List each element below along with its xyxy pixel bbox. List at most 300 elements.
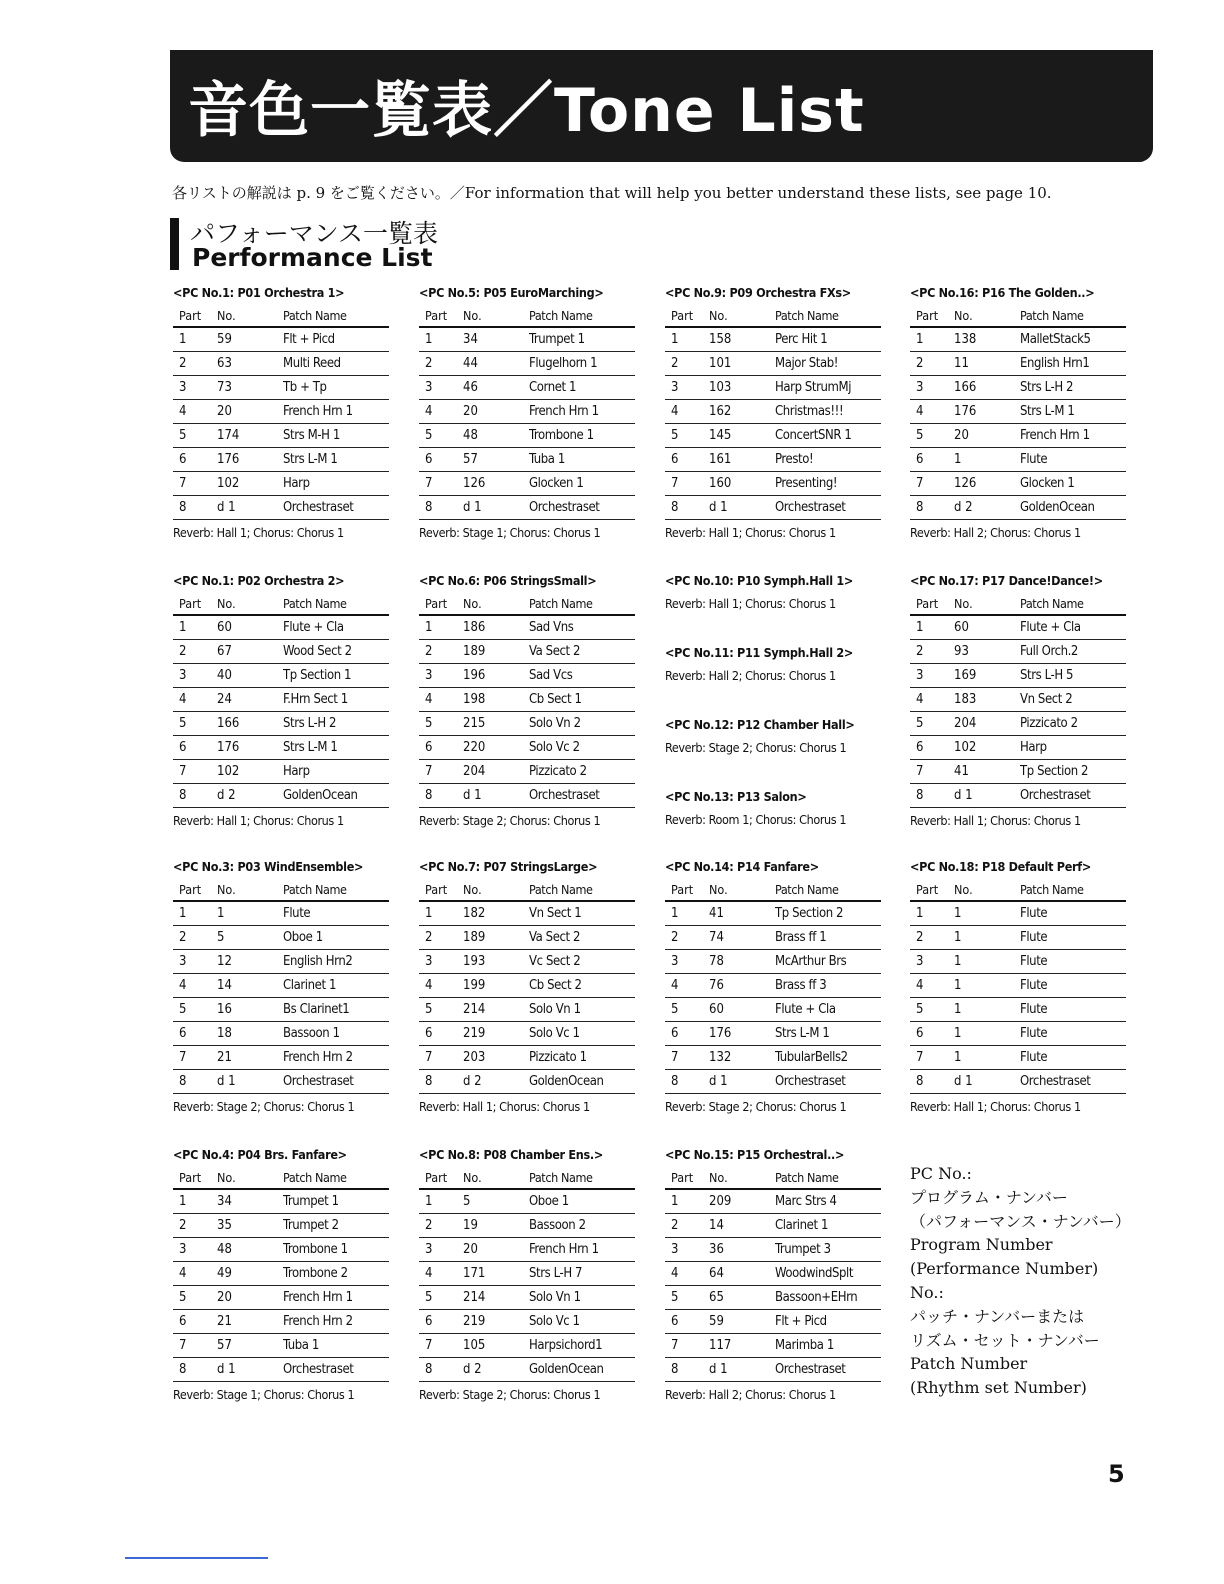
cell-patch-name: Bassoon 1 xyxy=(283,1026,340,1041)
table-row xyxy=(173,640,389,664)
table-row xyxy=(419,688,635,712)
cell-part: 6 xyxy=(671,1026,679,1041)
cell-part: 3 xyxy=(179,1242,187,1257)
table-row xyxy=(910,712,1126,736)
cell-patch-name: Strs L-M 1 xyxy=(775,1026,830,1041)
table-row xyxy=(910,998,1126,1022)
table-row xyxy=(173,1070,389,1094)
cell-no: 176 xyxy=(709,1026,732,1041)
table-row xyxy=(910,736,1126,760)
header-patch-name: Patch Name xyxy=(529,881,593,897)
cell-part: 6 xyxy=(179,740,187,755)
header-no: No. xyxy=(954,307,973,323)
patch-table xyxy=(173,282,389,546)
cell-no: 41 xyxy=(709,906,724,921)
cell-no: 162 xyxy=(709,404,732,419)
reverb-setting: Reverb: Stage 2; Chorus: Chorus 1 xyxy=(419,813,601,828)
cell-part: 2 xyxy=(425,644,433,659)
table-header xyxy=(173,1166,389,1190)
cell-patch-name: Sad Vns xyxy=(529,620,574,635)
cell-patch-name: Orchestraset xyxy=(529,500,600,515)
table-title: <PC No.18: P18 Default Perf> xyxy=(910,859,1092,874)
table-header xyxy=(419,1166,635,1190)
cell-part: 5 xyxy=(671,1002,679,1017)
cell-no: 64 xyxy=(709,1266,724,1281)
entry-title: <PC No.10: P10 Symph.Hall 1> xyxy=(665,573,854,588)
cell-part: 4 xyxy=(916,404,924,419)
reverb-setting: Reverb: Hall 1; Chorus: Chorus 1 xyxy=(665,525,836,540)
cell-no: 21 xyxy=(217,1314,232,1329)
cell-no: 204 xyxy=(954,716,977,731)
cell-patch-name: Clarinet 1 xyxy=(283,978,336,993)
cell-part: 8 xyxy=(916,500,924,515)
cell-part: 2 xyxy=(671,930,679,945)
table-row xyxy=(419,664,635,688)
table-row xyxy=(910,1046,1126,1070)
cell-patch-name: GoldenOcean xyxy=(1020,500,1095,515)
header-part: Part xyxy=(425,881,448,897)
cell-patch-name: Trombone 1 xyxy=(529,428,594,443)
cell-patch-name: Wood Sect 2 xyxy=(283,644,352,659)
table-row xyxy=(419,328,635,352)
table-title: <PC No.3: P03 WindEnsemble> xyxy=(173,859,364,874)
cell-patch-name: Orchestraset xyxy=(775,500,846,515)
cell-patch-name: Flute xyxy=(1020,452,1048,467)
reverb-setting: Reverb: Stage 1; Chorus: Chorus 1 xyxy=(419,525,601,540)
table-title: <PC No.15: P15 Orchestral..> xyxy=(665,1147,845,1162)
header-part: Part xyxy=(671,881,694,897)
reverb-only-entry xyxy=(665,642,881,688)
cell-part: 7 xyxy=(916,476,924,491)
cell-no: 34 xyxy=(217,1194,232,1209)
cell-part: 6 xyxy=(425,740,433,755)
cell-part: 7 xyxy=(179,1338,187,1353)
cell-part: 2 xyxy=(179,644,187,659)
cell-no: 35 xyxy=(217,1218,232,1233)
patch-table xyxy=(173,856,389,1120)
cell-part: 1 xyxy=(179,332,187,347)
patch-table xyxy=(665,1144,881,1408)
cell-part: 4 xyxy=(916,692,924,707)
cell-patch-name: French Hrn 1 xyxy=(283,404,353,419)
cell-patch-name: Solo Vn 1 xyxy=(529,1290,581,1305)
cell-part: 7 xyxy=(671,1050,679,1065)
header-no: No. xyxy=(709,307,728,323)
cell-patch-name: Trumpet 3 xyxy=(775,1242,831,1257)
cell-part: 1 xyxy=(671,1194,679,1209)
reverb-setting: Reverb: Hall 1; Chorus: Chorus 1 xyxy=(910,1099,1081,1114)
entry-title: <PC No.13: P13 Salon> xyxy=(665,789,807,804)
cell-part: 5 xyxy=(425,716,433,731)
cell-part: 4 xyxy=(179,404,187,419)
header-no: No. xyxy=(709,881,728,897)
table-header xyxy=(173,592,389,616)
cell-part: 4 xyxy=(425,404,433,419)
header-part: Part xyxy=(179,1169,202,1185)
header-part: Part xyxy=(671,307,694,323)
reference-note: 各リストの解説は p. 9 をご覧ください。／For information that will help you better understand these lists, see page 10. xyxy=(172,184,1052,202)
cell-no: 34 xyxy=(463,332,478,347)
cell-patch-name: Harp xyxy=(1020,740,1047,755)
table-row xyxy=(173,926,389,950)
cell-no: 199 xyxy=(463,978,486,993)
table-title: <PC No.16: P16 The Golden..> xyxy=(910,285,1095,300)
cell-part: 8 xyxy=(425,500,433,515)
cell-no: 204 xyxy=(463,764,486,779)
table-row xyxy=(419,1310,635,1334)
cell-no: 193 xyxy=(463,954,486,969)
cell-patch-name: Vc Sect 2 xyxy=(529,954,581,969)
cell-part: 4 xyxy=(671,1266,679,1281)
cell-part: 4 xyxy=(425,1266,433,1281)
cell-no: 76 xyxy=(709,978,724,993)
header-no: No. xyxy=(954,595,973,611)
table-row xyxy=(173,1358,389,1382)
cell-patch-name: Pizzicato 2 xyxy=(1020,716,1078,731)
cell-patch-name: GoldenOcean xyxy=(529,1074,604,1089)
cell-patch-name: Tuba 1 xyxy=(283,1338,319,1353)
table-row xyxy=(173,1046,389,1070)
cell-part: 6 xyxy=(671,1314,679,1329)
table-header xyxy=(173,878,389,902)
cell-patch-name: Orchestraset xyxy=(283,1074,354,1089)
header-no: No. xyxy=(463,1169,482,1185)
cell-no: 1 xyxy=(954,930,962,945)
cell-patch-name: French Hrn 2 xyxy=(283,1314,353,1329)
cell-no: 189 xyxy=(463,644,486,659)
cell-part: 3 xyxy=(671,954,679,969)
table-row xyxy=(665,926,881,950)
cell-part: 1 xyxy=(179,1194,187,1209)
legend-line: プログラム・ナンバー xyxy=(910,1187,1068,1207)
cell-no: 20 xyxy=(217,404,232,419)
table-row xyxy=(665,1214,881,1238)
cell-no: 214 xyxy=(463,1290,486,1305)
cell-part: 1 xyxy=(425,620,433,635)
table-row xyxy=(419,1262,635,1286)
cell-part: 3 xyxy=(425,954,433,969)
cell-patch-name: Bs Clarinet1 xyxy=(283,1002,350,1017)
table-row xyxy=(173,950,389,974)
patch-table xyxy=(419,570,635,834)
table-row xyxy=(419,1334,635,1358)
table-row xyxy=(173,736,389,760)
cell-part: 7 xyxy=(425,476,433,491)
cell-patch-name: Multi Reed xyxy=(283,356,341,371)
table-row xyxy=(173,1190,389,1214)
table-row xyxy=(419,376,635,400)
table-row xyxy=(665,448,881,472)
table-row xyxy=(910,448,1126,472)
cell-part: 8 xyxy=(671,1074,679,1089)
cell-part: 3 xyxy=(425,380,433,395)
cell-part: 6 xyxy=(916,740,924,755)
cell-no: 41 xyxy=(954,764,969,779)
table-row xyxy=(665,472,881,496)
cell-patch-name: GoldenOcean xyxy=(529,1362,604,1377)
cell-no: 63 xyxy=(217,356,232,371)
cell-patch-name: Presto! xyxy=(775,452,814,467)
table-row xyxy=(173,424,389,448)
cell-no: d 1 xyxy=(709,500,728,515)
cell-patch-name: Trumpet 1 xyxy=(529,332,585,347)
table-row xyxy=(419,1190,635,1214)
cell-no: 1 xyxy=(954,1050,962,1065)
cell-no: 48 xyxy=(463,428,478,443)
table-row xyxy=(665,1358,881,1382)
legend-line: (Performance Number) xyxy=(910,1259,1099,1279)
cell-part: 1 xyxy=(179,620,187,635)
cell-no: 18 xyxy=(217,1026,232,1041)
cell-no: 117 xyxy=(709,1338,732,1353)
cell-part: 1 xyxy=(916,906,924,921)
cell-part: 6 xyxy=(916,452,924,467)
cell-part: 5 xyxy=(916,428,924,443)
cell-no: 73 xyxy=(217,380,232,395)
cell-patch-name: Bassoon+EHrn xyxy=(775,1290,858,1305)
cell-part: 4 xyxy=(179,1266,187,1281)
table-row xyxy=(419,950,635,974)
table-row xyxy=(173,616,389,640)
cell-no: 215 xyxy=(463,716,486,731)
cell-no: 145 xyxy=(709,428,732,443)
cell-no: 103 xyxy=(709,380,732,395)
cell-patch-name: Flute xyxy=(1020,1050,1048,1065)
table-header xyxy=(419,304,635,328)
table-row xyxy=(665,400,881,424)
cell-patch-name: WoodwindSplt xyxy=(775,1266,854,1281)
reverb-setting: Reverb: Stage 2; Chorus: Chorus 1 xyxy=(665,1099,847,1114)
header-no: No. xyxy=(463,307,482,323)
cell-patch-name: Orchestraset xyxy=(283,500,354,515)
table-row xyxy=(665,902,881,926)
cell-patch-name: French Hrn 2 xyxy=(283,1050,353,1065)
header-no: No. xyxy=(217,881,236,897)
cell-part: 8 xyxy=(671,500,679,515)
cell-no: 214 xyxy=(463,1002,486,1017)
table-header xyxy=(665,304,881,328)
cell-no: d 2 xyxy=(954,500,973,515)
table-row xyxy=(419,424,635,448)
cell-part: 7 xyxy=(179,1050,187,1065)
cell-patch-name: Strs L-M 1 xyxy=(283,452,338,467)
cell-patch-name: Brass ff 3 xyxy=(775,978,827,993)
cell-patch-name: English Hrn1 xyxy=(1020,356,1090,371)
cell-part: 7 xyxy=(425,764,433,779)
cell-patch-name: Strs L-H 7 xyxy=(529,1266,583,1281)
reverb-setting: Reverb: Stage 2; Chorus: Chorus 1 xyxy=(665,740,847,755)
cell-no: 176 xyxy=(217,740,240,755)
cell-no: 196 xyxy=(463,668,486,683)
reverb-only-entry xyxy=(665,570,881,616)
cell-part: 2 xyxy=(916,930,924,945)
reverb-setting: Reverb: Stage 2; Chorus: Chorus 1 xyxy=(419,1387,601,1402)
cell-patch-name: Flt + Picd xyxy=(775,1314,827,1329)
cell-patch-name: Harp StrumMj xyxy=(775,380,852,395)
cell-part: 5 xyxy=(671,1290,679,1305)
cell-no: 1 xyxy=(954,1002,962,1017)
patch-table xyxy=(173,1144,389,1408)
table-row xyxy=(910,688,1126,712)
cell-patch-name: Strs L-H 2 xyxy=(283,716,337,731)
cell-patch-name: Flute + Cla xyxy=(1020,620,1081,635)
table-row xyxy=(665,424,881,448)
cell-part: 7 xyxy=(179,476,187,491)
table-row xyxy=(419,1070,635,1094)
header-part: Part xyxy=(916,881,939,897)
cell-patch-name: Trumpet 1 xyxy=(283,1194,339,1209)
cell-no: 60 xyxy=(709,1002,724,1017)
cell-part: 5 xyxy=(671,428,679,443)
reverb-setting: Reverb: Hall 1; Chorus: Chorus 1 xyxy=(665,596,836,611)
table-row xyxy=(910,424,1126,448)
table-row xyxy=(419,640,635,664)
cell-part: 2 xyxy=(179,356,187,371)
cell-part: 7 xyxy=(425,1050,433,1065)
cell-no: 1 xyxy=(217,906,225,921)
cell-patch-name: Marc Strs 4 xyxy=(775,1194,837,1209)
table-row xyxy=(910,950,1126,974)
table-row xyxy=(910,496,1126,520)
cell-patch-name: Trombone 1 xyxy=(283,1242,348,1257)
cell-patch-name: Flt + Picd xyxy=(283,332,335,347)
patch-table xyxy=(665,856,881,1120)
cell-part: 1 xyxy=(916,620,924,635)
patch-table xyxy=(173,570,389,834)
table-row xyxy=(910,902,1126,926)
table-title: <PC No.1: P02 Orchestra 2> xyxy=(173,573,345,588)
cell-part: 8 xyxy=(916,788,924,803)
header-part: Part xyxy=(671,1169,694,1185)
cell-no: 12 xyxy=(217,954,232,969)
cell-patch-name: Clarinet 1 xyxy=(775,1218,828,1233)
table-row xyxy=(173,400,389,424)
header-no: No. xyxy=(463,595,482,611)
cell-no: 49 xyxy=(217,1266,232,1281)
table-row xyxy=(419,1046,635,1070)
cell-part: 6 xyxy=(179,1314,187,1329)
cell-patch-name: Trombone 2 xyxy=(283,1266,348,1281)
cell-patch-name: Strs L-M 1 xyxy=(283,740,338,755)
reverb-setting: Reverb: Hall 2; Chorus: Chorus 1 xyxy=(665,668,836,683)
cell-no: d 1 xyxy=(709,1074,728,1089)
cell-no: 166 xyxy=(954,380,977,395)
cell-no: 158 xyxy=(709,332,732,347)
table-row xyxy=(419,760,635,784)
cell-no: 48 xyxy=(217,1242,232,1257)
cell-no: 176 xyxy=(954,404,977,419)
header-no: No. xyxy=(954,881,973,897)
table-row xyxy=(173,376,389,400)
cell-part: 5 xyxy=(425,428,433,443)
cell-no: 132 xyxy=(709,1050,732,1065)
header-part: Part xyxy=(425,595,448,611)
cell-patch-name: Harp xyxy=(283,476,310,491)
table-row xyxy=(665,1070,881,1094)
cell-part: 3 xyxy=(179,380,187,395)
cell-no: 20 xyxy=(954,428,969,443)
cell-no: 65 xyxy=(709,1290,724,1305)
cell-no: 40 xyxy=(217,668,232,683)
cell-patch-name: ConcertSNR 1 xyxy=(775,428,852,443)
cell-patch-name: Sad Vcs xyxy=(529,668,573,683)
header-patch-name: Patch Name xyxy=(1020,307,1084,323)
table-row xyxy=(665,1286,881,1310)
cell-patch-name: Strs L-H 2 xyxy=(1020,380,1074,395)
table-row xyxy=(665,974,881,998)
cell-patch-name: Cornet 1 xyxy=(529,380,577,395)
header-part: Part xyxy=(916,307,939,323)
table-header xyxy=(910,304,1126,328)
cell-no: 198 xyxy=(463,692,486,707)
table-row xyxy=(419,1286,635,1310)
legend-line: （パフォーマンス・ナンバー） xyxy=(910,1211,1131,1231)
table-header xyxy=(665,878,881,902)
cell-patch-name: Harpsichord1 xyxy=(529,1338,603,1353)
cell-no: 160 xyxy=(709,476,732,491)
cell-patch-name: Major Stab! xyxy=(775,356,839,371)
cell-no: 182 xyxy=(463,906,486,921)
table-row xyxy=(665,328,881,352)
table-row xyxy=(419,1358,635,1382)
table-row xyxy=(665,352,881,376)
reverb-setting: Reverb: Hall 2; Chorus: Chorus 1 xyxy=(665,1387,836,1402)
cell-patch-name: Solo Vn 1 xyxy=(529,1002,581,1017)
cell-no: 93 xyxy=(954,644,969,659)
reverb-setting: Reverb: Hall 1; Chorus: Chorus 1 xyxy=(419,1099,590,1114)
reverb-setting: Reverb: Hall 1; Chorus: Chorus 1 xyxy=(173,525,344,540)
header-no: No. xyxy=(217,595,236,611)
cell-no: 14 xyxy=(217,978,232,993)
cell-no: 219 xyxy=(463,1314,486,1329)
cell-patch-name: Cb Sect 1 xyxy=(529,692,582,707)
table-title: <PC No.7: P07 StringsLarge> xyxy=(419,859,598,874)
cell-patch-name: Orchestraset xyxy=(283,1362,354,1377)
cell-patch-name: French Hrn 1 xyxy=(529,404,599,419)
table-row xyxy=(173,1238,389,1262)
cell-part: 3 xyxy=(916,380,924,395)
cell-patch-name: English Hrn2 xyxy=(283,954,353,969)
cell-no: 101 xyxy=(709,356,732,371)
cell-no: d 1 xyxy=(217,1362,236,1377)
header-part: Part xyxy=(179,881,202,897)
header-patch-name: Patch Name xyxy=(775,881,839,897)
table-row xyxy=(419,496,635,520)
cell-part: 8 xyxy=(916,1074,924,1089)
cell-part: 3 xyxy=(671,1242,679,1257)
table-row xyxy=(173,1286,389,1310)
cell-patch-name: Orchestraset xyxy=(775,1362,846,1377)
table-row xyxy=(665,1238,881,1262)
table-row xyxy=(419,352,635,376)
cell-no: 203 xyxy=(463,1050,486,1065)
cell-patch-name: Va Sect 2 xyxy=(529,930,581,945)
entry-title: <PC No.11: P11 Symph.Hall 2> xyxy=(665,645,854,660)
cell-part: 7 xyxy=(671,476,679,491)
header-part: Part xyxy=(916,595,939,611)
cell-part: 1 xyxy=(425,906,433,921)
cell-patch-name: Brass ff 1 xyxy=(775,930,827,945)
cell-part: 7 xyxy=(671,1338,679,1353)
cell-part: 6 xyxy=(179,1026,187,1041)
table-row xyxy=(173,664,389,688)
cell-no: 24 xyxy=(217,692,232,707)
table-row xyxy=(419,926,635,950)
cell-no: d 2 xyxy=(217,788,236,803)
cell-patch-name: Orchestraset xyxy=(1020,788,1091,803)
table-header xyxy=(910,878,1126,902)
cell-part: 3 xyxy=(179,668,187,683)
